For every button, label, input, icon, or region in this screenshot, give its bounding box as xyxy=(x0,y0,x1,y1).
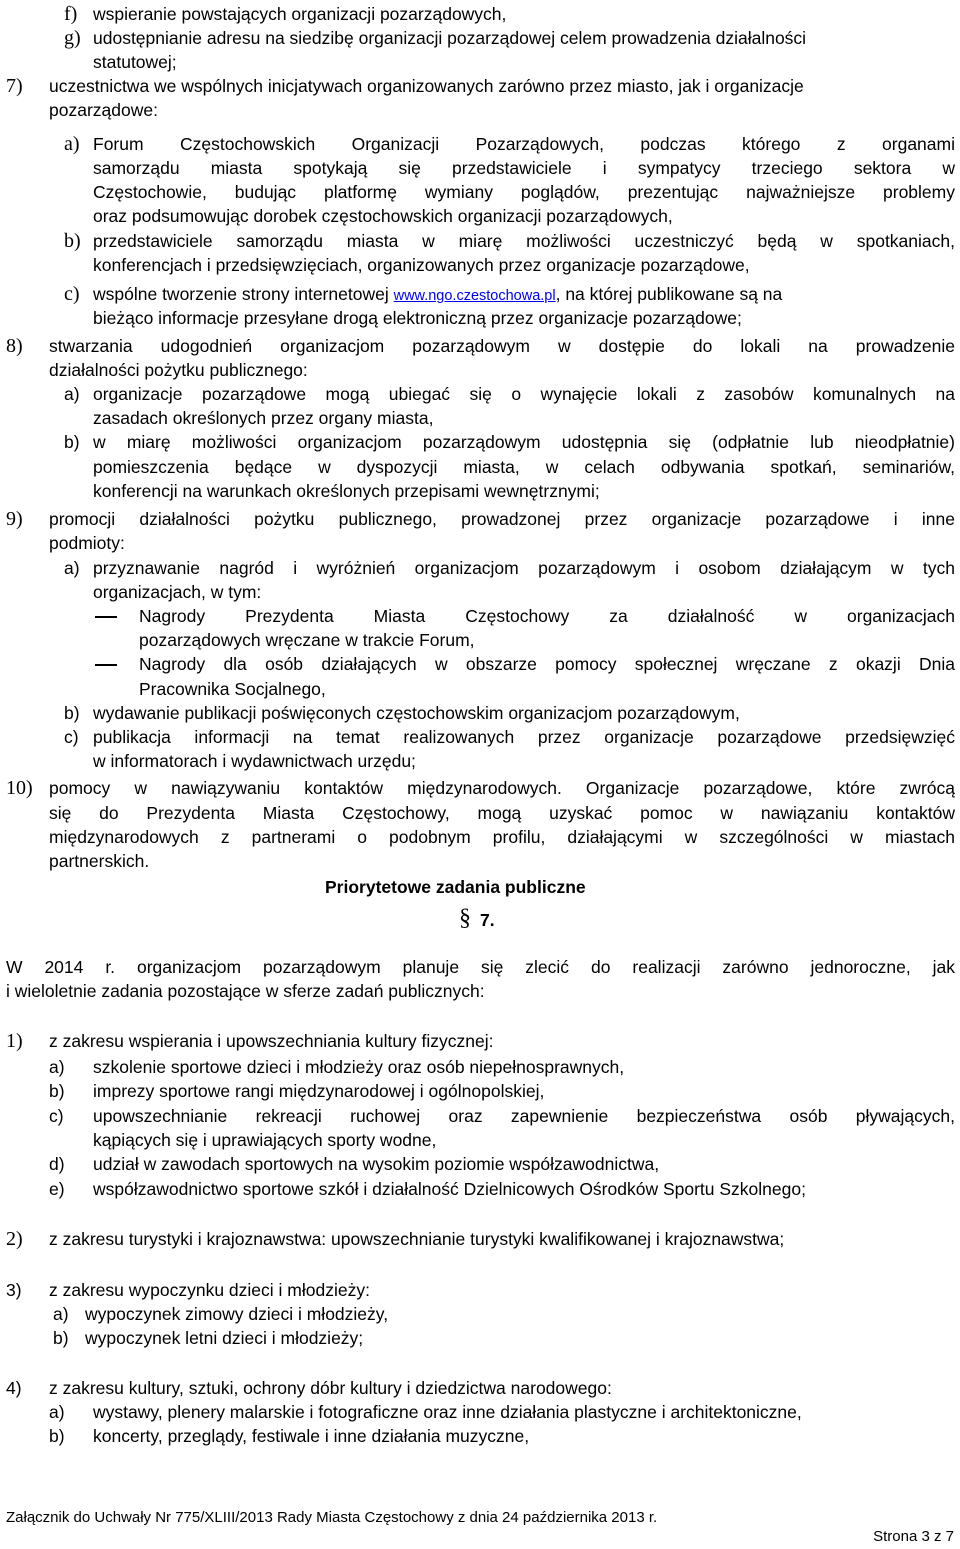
task-number: 3) xyxy=(6,1280,22,1300)
list-item-text: pozarządowych wręczane w trakcie Forum, xyxy=(139,630,475,650)
paragraph-sign: § xyxy=(459,905,471,931)
item-text: działalności pożytku publicznego: xyxy=(49,360,308,380)
list-item-text: statutowej; xyxy=(93,52,177,72)
list-item-text: publikacja informacji na temat realizowanych przez organizacje pozarządowe przedsięwzięć xyxy=(93,727,955,747)
list-marker: b) xyxy=(53,1328,69,1348)
list-item-text: konferencjach i przedsięwzięciach, organizowanych przez organizacje pozarządowe, xyxy=(93,255,750,275)
task-title: z zakresu wypoczynku dzieci i młodzieży: xyxy=(49,1280,370,1300)
item-text: pozarządowe: xyxy=(49,100,158,120)
list-marker: b) xyxy=(64,230,81,252)
task-title: z zakresu wspierania i upowszechniania kultury fizycznej: xyxy=(49,1031,494,1051)
list-item-text: przedstawiciele samorządu miasta w miarę możliwości uczestniczyć będą w spotkaniach, xyxy=(93,231,955,251)
list-item-text: w informatorach i wydawnictwach urzędu; xyxy=(93,751,416,771)
list-item-text: zasadach określonych przez organy miasta, xyxy=(93,408,434,428)
list-marker: a) xyxy=(49,1057,65,1077)
list-marker: d) xyxy=(49,1154,65,1174)
list-item-text: organizacje pozarządowe mogą ubiegać się o wynajęcie lokali z zasobów komunalnych na xyxy=(93,384,955,404)
list-marker: a) xyxy=(49,1402,65,1422)
item-text: promocji działalności pożytku publicznego, prowadzonej przez organizacje pozarządowe i inne xyxy=(49,509,955,529)
text-before-link: wspólne tworzenie strony internetowej xyxy=(93,284,389,304)
list-item-text: koncerty, przeglądy, festiwale i inne działania muzyczne, xyxy=(93,1426,530,1446)
list-item-text: imprezy sportowe rangi międzynarodowej i ogólnopolskiej, xyxy=(93,1081,545,1101)
footer-resolution: Załącznik do Uchwały Nr 775/XLIII/2013 Rady Miasta Częstochowy z dnia 24 października 2013 r. xyxy=(6,1509,658,1526)
list-item-text: Nagrody Prezydenta Miasta Częstochowy za działalność w organizacjach xyxy=(139,606,955,626)
task-title: z zakresu kultury, sztuki, ochrony dóbr kultury i dziedzictwa narodowego: xyxy=(49,1378,612,1398)
item-number: 8) xyxy=(6,335,23,357)
list-marker: a) xyxy=(64,384,80,404)
list-marker: b) xyxy=(64,703,80,723)
task-number: 1) xyxy=(6,1030,23,1052)
dash-bullet xyxy=(95,664,117,666)
list-item-text: oraz podsumowując dorobek częstochowskich organizacji pozarządowych, xyxy=(93,206,673,226)
list-item-text: szkolenie sportowe dzieci i młodzieży oraz osób niepełnosprawnych, xyxy=(93,1057,625,1077)
item-number: 7) xyxy=(6,75,23,97)
task-number: 2) xyxy=(6,1228,23,1250)
item-text: partnerskich. xyxy=(49,851,150,871)
item-text: pomocy w nawiązywaniu kontaktów międzynarodowych. Organizacje pozarządowe, które zwrócą xyxy=(49,778,955,798)
website-link[interactable]: www.ngo.czestochowa.pl xyxy=(393,288,556,304)
list-item-text: Częstochowie, budując platformę wymiany poglądów, prezentując najważniejsze problemy xyxy=(93,182,955,202)
task-number: 4) xyxy=(6,1378,22,1398)
list-marker: g) xyxy=(64,27,81,49)
intro-text: i wieloletnie zadania pozostające w sferze zadań publicznych: xyxy=(6,981,485,1001)
list-item-text: udział w zawodach sportowych na wysokim poziomie współzawodnictwa, xyxy=(93,1154,660,1174)
list-marker: e) xyxy=(49,1179,65,1199)
list-item-text: wystawy, plenery malarskie i fotograficzne oraz inne działania plastyczne i architektoniczne, xyxy=(93,1402,802,1422)
list-marker: c) xyxy=(64,283,80,305)
list-item-text: wypoczynek zimowy dzieci i młodzieży, xyxy=(85,1304,389,1324)
item-number: 10) xyxy=(6,777,33,799)
list-item-text: wydawanie publikacji poświęconych częstochowskim organizacjom pozarządowym, xyxy=(93,703,740,723)
list-item-text: wspieranie powstających organizacji pozarządowych, xyxy=(93,4,507,24)
list-item-text: współzawodnictwo sportowe szkół i działalność Dzielnicowych Ośrodków Sportu Szkolnego; xyxy=(93,1179,806,1199)
list-item-text: konferencji na warunkach określonych przepisami wewnętrznymi; xyxy=(93,481,600,501)
list-marker: b) xyxy=(49,1081,65,1101)
item-number: 9) xyxy=(6,508,23,530)
list-marker: a) xyxy=(53,1304,69,1324)
item-text: podmioty: xyxy=(49,533,125,553)
list-item-text: Nagrody dla osób działających w obszarze pomocy społecznej wręczane z okazji Dnia xyxy=(139,654,955,674)
list-item-text: pomieszczenia będące w dyspozycji miasta, w celach odbywania spotkań, seminariów, xyxy=(93,457,955,477)
list-item-text: w miarę możliwości organizacjom pozarządowym udostępnia się (odpłatnie lub nieodpłatnie) xyxy=(93,432,955,452)
list-marker: c) xyxy=(64,727,79,747)
list-item-text: organizacjach, w tym: xyxy=(93,582,262,602)
text-after-link: , na której publikowane są na xyxy=(555,284,783,304)
list-item-text: Pracownika Socjalnego, xyxy=(139,679,326,699)
page-number: Strona 3 z 7 xyxy=(873,1528,954,1545)
list-item-text xyxy=(93,282,782,308)
list-item-text: wypoczynek letni dzieci i młodzieży; xyxy=(85,1328,364,1348)
list-item-text: Forum Częstochowskich Organizacji Pozarządowych, podczas którego z organami xyxy=(93,134,955,154)
list-marker: a) xyxy=(64,133,80,155)
item-text: się do Prezydenta Miasta Częstochowy, mogą uzyskać pomoc w nawiązaniu kontaktów xyxy=(49,803,955,823)
intro-text: W 2014 r. organizacjom pozarządowym planuje się zlecić do realizacji zarówno jednoroczne, jak xyxy=(6,957,955,977)
task-title: z zakresu turystyki i krajoznawstwa: upowszechnianie turystyki kwalifikowanej i krajoznawstwa; xyxy=(49,1229,785,1249)
section-title: Priorytetowe zadania publiczne xyxy=(325,877,586,897)
list-item-text: bieżąco informacje przesyłane drogą elektroniczną przez organizacje pozarządowe; xyxy=(93,308,742,328)
dash-bullet xyxy=(95,616,117,618)
list-item-text: upowszechnianie rekreacji ruchowej oraz zapewnienie bezpieczeństwa osób pływających, xyxy=(93,1106,955,1126)
item-text: międzynarodowych z partnerami o podobnym profilu, działającymi w szczególności w miastach xyxy=(49,827,955,847)
list-item-text: samorządu miasta spotykają się przedstawiciele i sympatycy trzeciego sektora w xyxy=(93,158,955,178)
list-item-text: kąpiących się i uprawiających sporty wodne, xyxy=(93,1130,437,1150)
paragraph-number: 7. xyxy=(480,910,495,930)
list-marker: f) xyxy=(64,3,78,25)
item-text: uczestnictwa we wspólnych inicjatywach organizowanych zarówno przez miasto, jak i organizacje xyxy=(49,76,804,96)
list-item-text: udostępnianie adresu na siedzibę organizacji pozarządowej celem prowadzenia działalności xyxy=(93,28,807,48)
list-marker: a) xyxy=(64,558,80,578)
list-marker: b) xyxy=(49,1426,65,1446)
list-item-text: przyznawanie nagród i wyróżnień organizacjom pozarządowym i osobom działającym w tych xyxy=(93,558,955,578)
list-marker: c) xyxy=(49,1106,64,1126)
list-marker: b) xyxy=(64,432,80,452)
item-text: stwarzania udogodnień organizacjom pozarządowym w dostępie do lokali na prowadzenie xyxy=(49,336,955,356)
